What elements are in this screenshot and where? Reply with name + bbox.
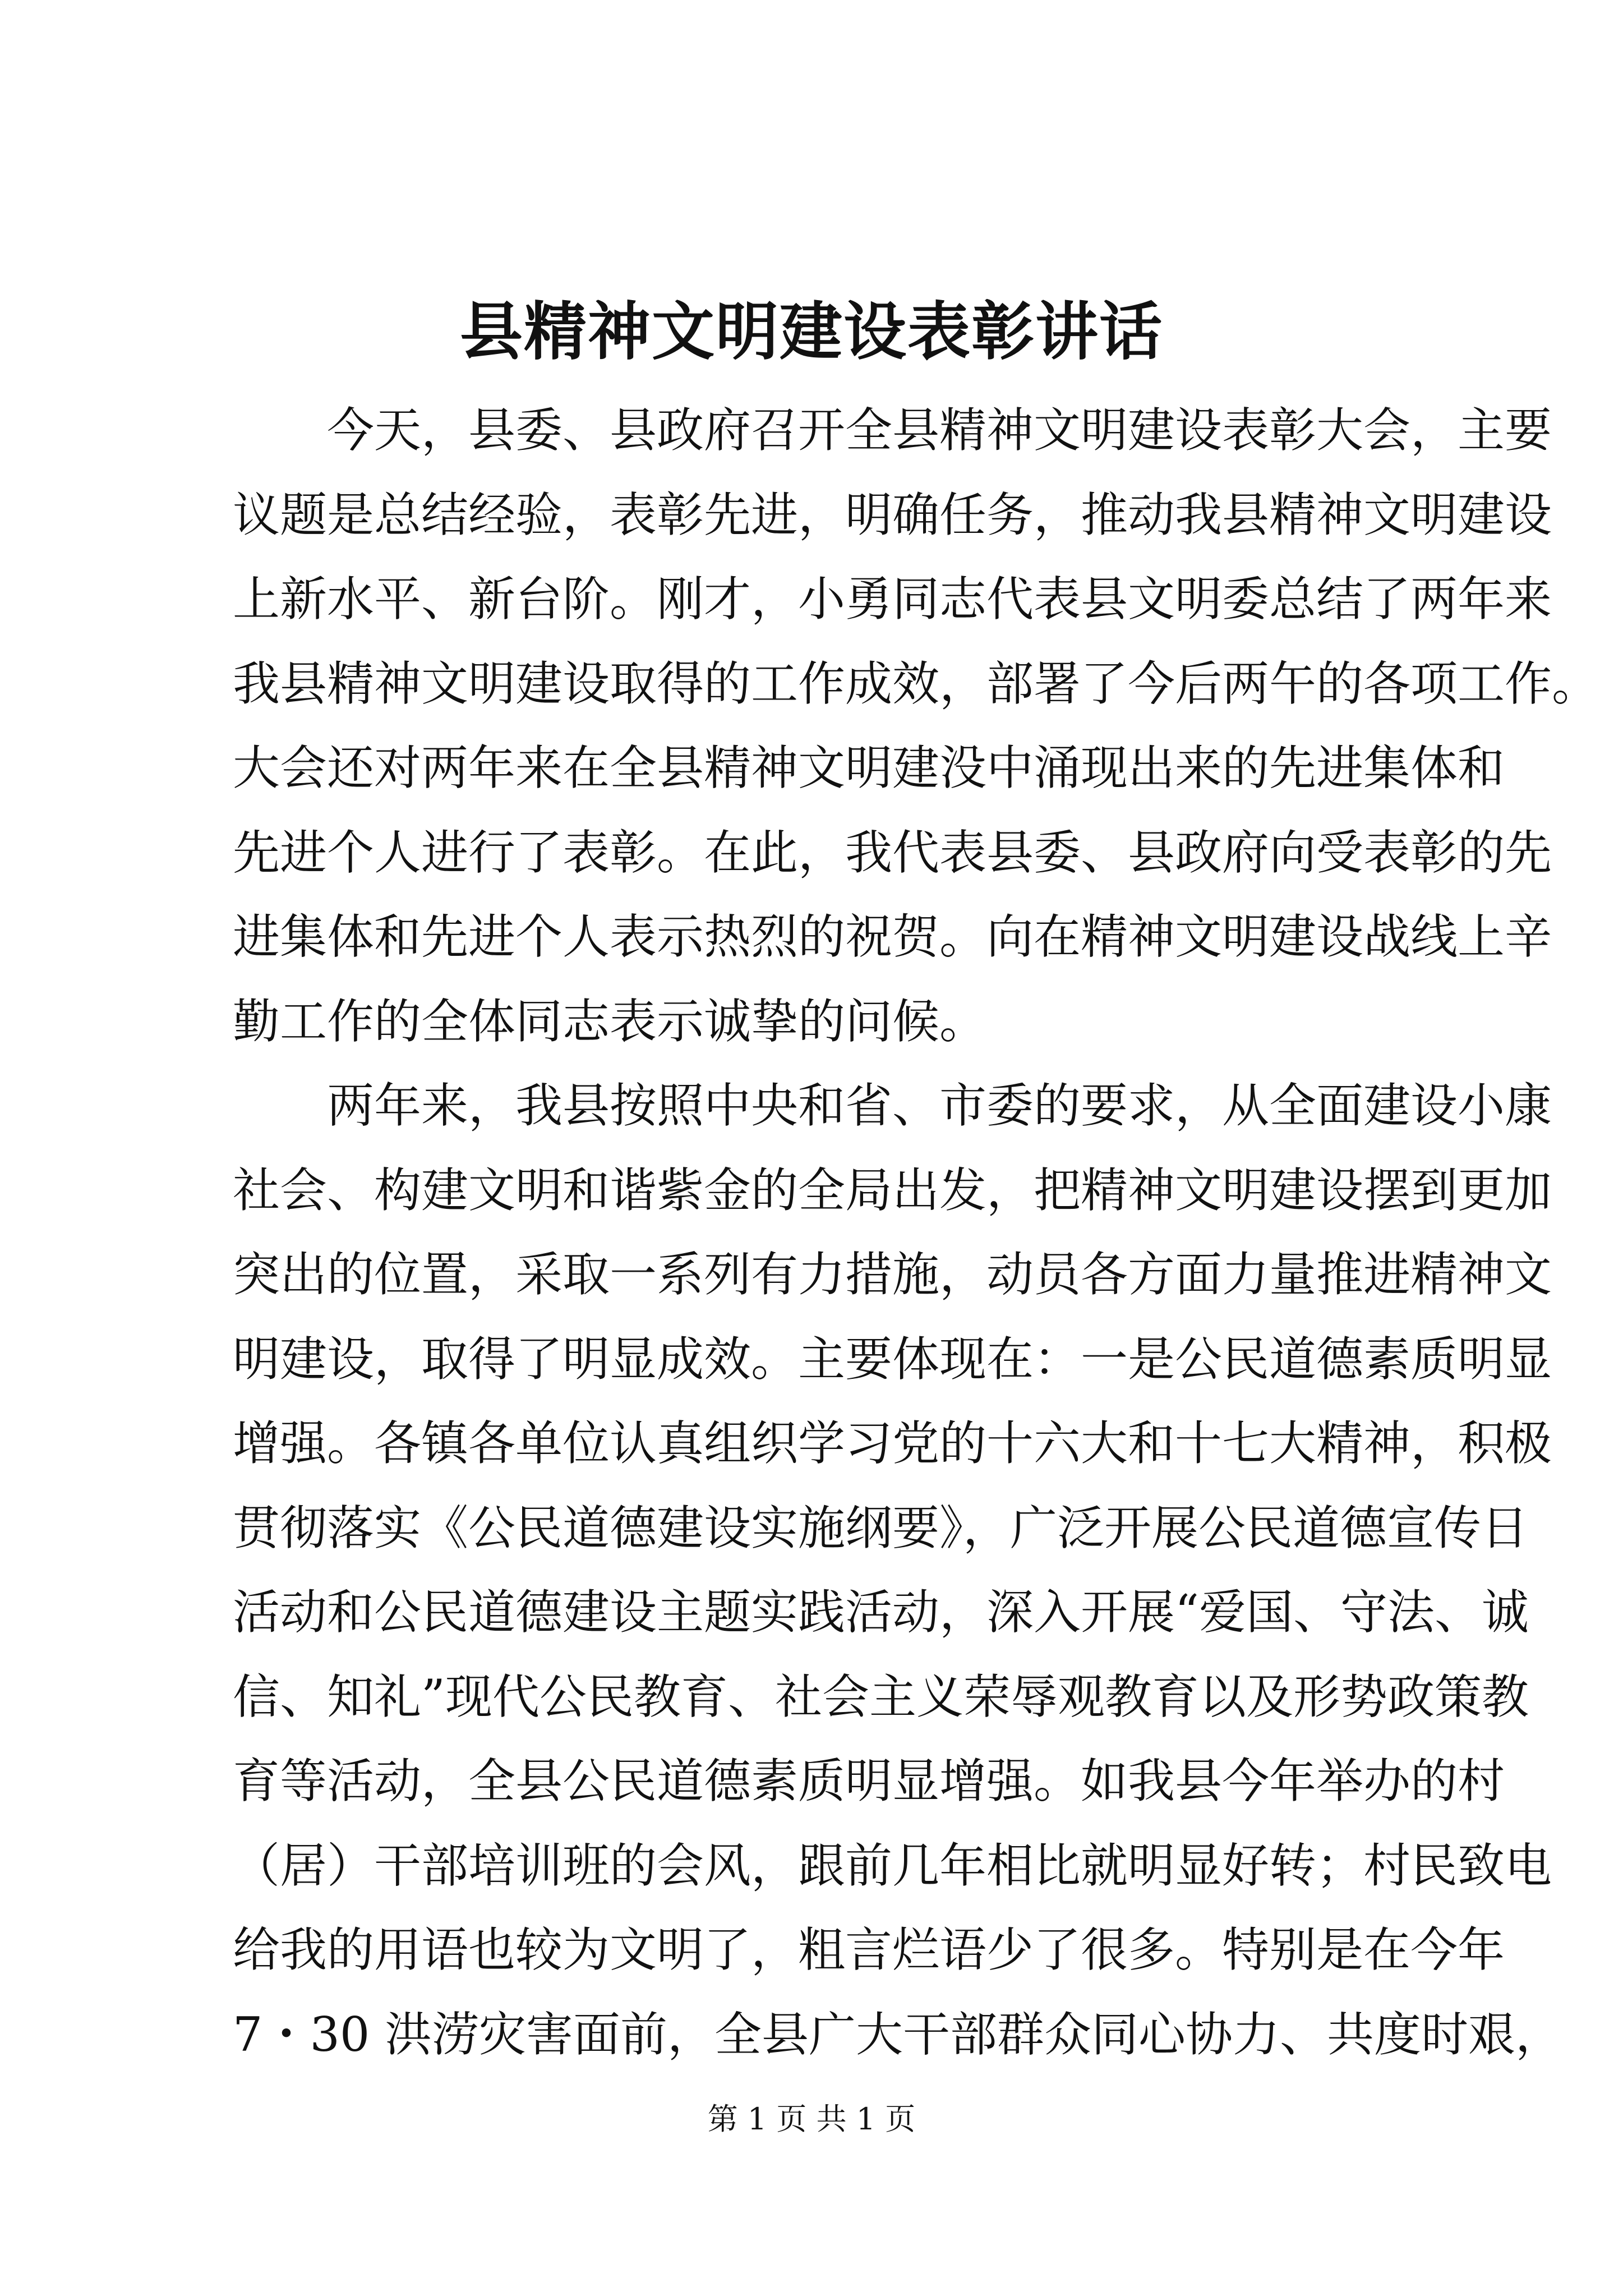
text-line: 明建设，取得了明显成效。主要体现在：一是公民道德素质明显 [233,1331,1552,1387]
text-line: 活动和公民道德建设主题实践活动，深入开展“爱国、守法、诚 [233,1585,1529,1640]
text-line: 给我的用语也较为文明了，粗言烂语少了很多。特别是在今年 [233,1922,1505,1977]
paragraph-1 [233,388,1599,1064]
text-line: 议题是总结经验，表彰先进，明确任务，推动我县精神文明建设 [233,487,1552,542]
text-line: 7・30 洪涝灾害面前，全县广大干部群众同心协力、共度时艰， [233,2007,1563,2062]
text-line: 上新水平、新台阶。刚才，小勇同志代表县文明委总结了两年来 [233,572,1552,627]
paragraph-2 [233,1064,1563,2077]
text-line: 我县精神文明建设取得的工作成效，部署了今后两午的各项工作。 [233,656,1599,711]
text-line: （居）干部培训班的会风，跟前几年相比就明显好转；村民致电 [233,1838,1552,1893]
text-line: 进集体和先进个人表示热烈的祝贺。向在精神文明建设战线上辛 [233,909,1552,964]
text-line: 育等活动，全县公民道德素质明显增强。如我县今年举办的村 [233,1754,1505,1809]
text-line: 社会、构建文明和谐紫金的全局出发，把精神文明建设摆到更加 [233,1162,1552,1218]
text-line: 勤工作的全体同志表示诚挚的问候。 [233,993,987,1049]
text-line: 增强。各镇各单位认真组织学习党的十六大和十七大精神，积极 [233,1416,1552,1471]
text-line: 两年来，我县按照中央和省、市委的要求，从全面建设小康 [233,1078,1552,1133]
document-body [233,388,1599,2077]
text-line: 信、知礼”现代公民教育、社会主义荣辱观教育以及形势政策教 [233,1669,1529,1724]
text-line: 突出的位置，采取一系列有力措施，动员各方面力量推进精神文 [233,1247,1552,1302]
document-title: 县精神文明建设表彰讲话 [460,295,1163,369]
text-line: 大会还对两年来在全县精神文明建没中涌现出来的先进集体和 [233,740,1505,795]
text-line: 贯彻落实《公民道德建设实施纲要》，广泛开展公民道德宣传日 [233,1500,1529,1556]
text-line: 先进个人进行了表彰。在此，我代表县委、县政府向受表彰的先 [233,825,1552,880]
page-footer: 第 1 页 共 1 页 [707,2101,916,2137]
text-line: 今天，县委、县政府召开全县精神文明建设表彰大会，主要 [233,403,1552,458]
